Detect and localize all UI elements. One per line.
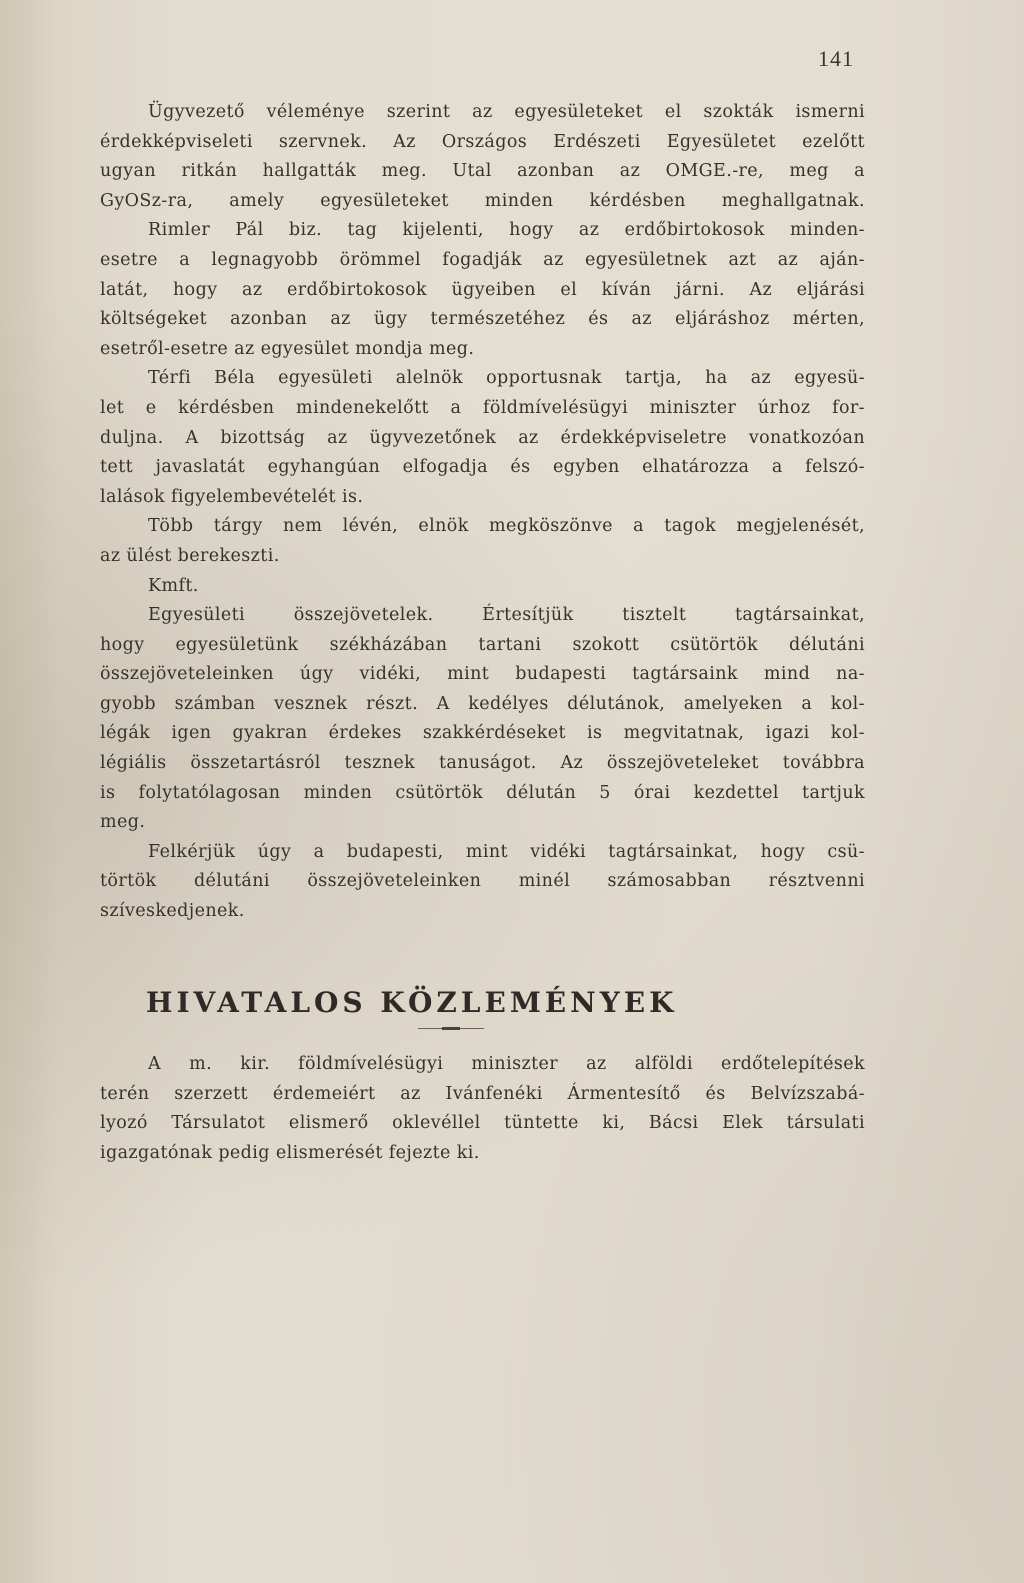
section-minutes-text <box>100 98 865 927</box>
text-line: szíveskedjenek. <box>100 901 245 922</box>
text-line: Kmft. <box>148 575 199 596</box>
text-line: Ügyvezető véleménye szerint az egyesületeket el szokták ismerni <box>148 102 865 122</box>
heading-divider <box>418 1028 484 1029</box>
text-line: latát, hogy az erdőbirtokosok ügyeiben el kíván járni. Az eljárási <box>100 279 865 300</box>
text-line: GyOSz-ra, amely egyesületeket minden kérdésben meghallgatnak. <box>100 190 865 211</box>
text-line: Térfi Béla egyesületi alelnök opportusnak tartja, ha az egyesü- <box>148 368 865 389</box>
text-line: költségeket azonban az ügy természetéhez és az eljáráshoz mérten, <box>100 309 865 330</box>
text-line: lyozó Társulatot elismerő oklevéllel tüntette ki, Bácsi Elek társulati <box>100 1113 865 1134</box>
text-line: Egyesületi összejövetelek. Értesítjük tisztelt tagtársainkat, <box>148 605 865 626</box>
text-line: lalások figyelembevételét is. <box>100 486 364 507</box>
section-announcement-text <box>100 1050 865 1168</box>
text-line: légák igen gyakran érdekes szakkérdéseket is megvitatnak, igazi kol- <box>100 723 865 744</box>
text-line: hogy egyesületünk székházában tartani szokott csütörtök délutáni <box>100 634 865 655</box>
text-line: az ülést berekeszti. <box>100 545 280 566</box>
text-line: esetről-esetre az egyesület mondja meg. <box>100 338 475 359</box>
text-line: törtök délutáni összejöveteleinken minél számosabban résztvenni <box>100 871 865 892</box>
text-line: let e kérdésben mindenekelőtt a földmívelésügyi miniszter úrhoz for- <box>100 397 865 418</box>
text-line: gyobb számban vesznek részt. A kedélyes délutánok, amelyeken a kol- <box>100 693 865 714</box>
text-line: esetre a legnagyobb örömmel fogadják az egyesületnek azt az aján- <box>100 249 865 270</box>
text-line: duljna. A bizottság az ügyvezetőnek az érdekképviseletre vonatkozóan <box>100 427 865 448</box>
text-line: ugyan ritkán hallgatták meg. Utal azonban az OMGE.-re, meg a <box>100 161 865 182</box>
text-line: érdekképviseleti szervnek. Az Országos Erdészeti Egyesületet ezelőtt <box>100 131 865 152</box>
text-line: Felkérjük úgy a budapesti, mint vidéki tagtársainkat, hogy csü- <box>148 841 865 862</box>
text-line: meg. <box>100 812 146 833</box>
text-line: A m. kir. földmívelésügyi miniszter az alföldi erdőtelepítések <box>148 1054 865 1074</box>
section-heading: HIVATALOS KÖZLEMÉNYEK <box>146 986 678 1019</box>
text-line: légiális összetartásról tesznek tanuságot. Az összejöveteleket továbbra <box>100 753 865 774</box>
text-line: igazgatónak pedig elismerését fejezte ki. <box>100 1142 480 1163</box>
text-line: összejöveteleinken úgy vidéki, mint budapesti tagtársaink mind na- <box>100 664 865 685</box>
text-line: terén szerzett érdemeiért az Ivánfenéki Ármentesítő és Belvízszabá- <box>100 1083 865 1104</box>
page-number: 141 <box>818 46 854 71</box>
text-line: is folytatólagosan minden csütörtök délután 5 órai kezdettel tartjuk <box>100 782 865 803</box>
text-line: Több tárgy nem lévén, elnök megköszönve a tagok megjelenését, <box>148 516 865 537</box>
text-line: tett javaslatát egyhangúan elfogadja és egyben elhatározza a felszó- <box>100 457 865 478</box>
text-line: Rimler Pál biz. tag kijelenti, hogy az erdőbirtokosok minden- <box>148 220 865 241</box>
